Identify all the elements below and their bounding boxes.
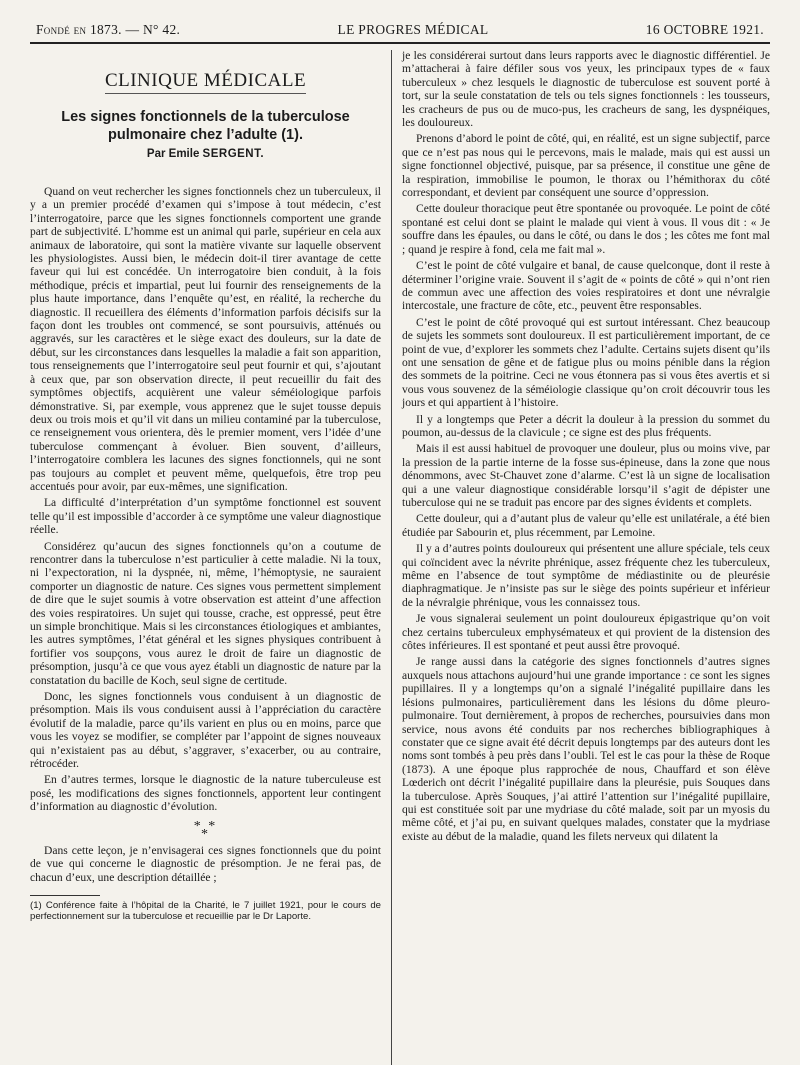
paragraph: Il y a longtemps que Peter a décrit la douleur à la pression du sommet du poumon, au-dessus de la clavicule ; ce signe est des plus fréquents. — [402, 413, 770, 439]
issue-date: 16 OCTOBRE 1921. — [645, 22, 764, 37]
paragraph: C’est le point de côté provoqué qui est surtout intéressant. Chez beaucoup de sujets les sommets sont douloureux. Il est particulièrement important, de ce point de vue, d’explorer les sommets chez l’adulte. Certains sujets disent qu’ils ont une sensation de gêne et de fatigue plus ou moins pénible dans la région des sommets de la poitrine. Ceci ne vous étonnera pas si vous êtes avertis et si vous vous souvenez de la séméiologie classique qu’on croit découvrir tous les jours et qui appartient à l’histoire. — [402, 316, 770, 410]
paragraph: Prenons d’abord le point de côté, qui, en réalité, est un signe subjectif, parce que ce n’est pas nous qui le percevons, mais le malade, mais qui est aussi un signe fonctionnel objectivé, puisque, par sa présence, il constitue une gêne de la respiration, immobilise le poumon, le thorax ou l’hémithorax du côté correspondant, et devient par conséquent une source d’oppression. — [402, 133, 770, 200]
paragraph: La difficulté d’interprétation d’un symptôme fonctionnel est souvent telle qu’il est impossible d’accorder à ce symptôme une valeur diagnostique réelle. — [30, 497, 381, 537]
paragraph: Cette douleur thoracique peut être spontanée ou provoquée. Le point de côté spontané est celui dont se plaint le malade qui vient à vous. Il vous dit : « Je souffre dans les épaules, ou dans le côté, ou dans le dos ; les côtes me font mal ; quand je respire à fond, cela me fait mal ». — [402, 203, 770, 256]
columns — [30, 50, 770, 1065]
journal-title: LE PROGRES MÉDICAL — [337, 22, 489, 37]
paragraph: En d’autres termes, lorsque le diagnostic de la nature tuberculeuse est posé, les modifications des signes fonctionnels, apportent leur contingent d’information au diagnostic d’évolution. — [30, 774, 381, 814]
byline — [30, 148, 381, 160]
paragraph: Quand on veut rechercher les signes fonctionnels chez un tuberculeux, il y a un premier procédé d’examen qui s’impose à tout médecin, c’est l’interrogatoire, parce que les signes fonctionnels comportent une grande part de subjectivité. L’homme est un animal qui parle, supérieur en cela aux animaux de laboratoire, qui sont la matière vivante sur laquelle observent les physiologistes. Aussi bien, le médecin doit-il tirer avantage de cette faveur qui lui est concédée. Un interrogatoire bien conduit, à la fois méthodique, précis et impartial, peut lui fournir des renseignements de la plus haute importance, dans l’enquête qu’est, en réalité, la recherche du diagnostic. Il recueillera des éléments d’information parfois décisifs sur la façon dont les troubles ont commencé, se sont poursuivis, atténués ou aggravés, sur les caractères et le siège exact des douleurs, sur la date de début, sur les circonstances dans lesquelles la maladie a fait son apparition, tous renseignements que l’interrogatoire seul peut fournir et qui, s’ajoutant à ceux que, par son observation directe, il peut recueillir du fait des symptômes objectifs, acquièrent une valeur séméiologique parfois démonstrative. Si, par exemple, vous apprenez que le sujet tousse depuis deux ou trois mois et qu’il vit dans un milieu contaminé par la tuberculose, ce renseignement vous orientera, dès le premier moment, vers l’idée d’une tuberculose commençant à évoluer. Bien souvent, d’ailleurs, l’interrogatoire comblera les lacunes des signes fonctionnels, qui ne sont pas toujours au complet et peuvent même, quelquefois, être trop peu accentués pour avoir, par eux-mêmes, une signification. — [30, 186, 381, 493]
author-name: SERGENT. — [202, 148, 265, 160]
running-head-left: Fondé en 1873. — N° 42. — [36, 22, 181, 37]
paragraph: Cette douleur, qui a d’autant plus de valeur qu’elle est unilatérale, a été bien étudiée par Sabourin et, plus récemment, par Lemoine. — [402, 513, 770, 539]
right-column — [392, 50, 770, 1065]
paragraph: Je range aussi dans la catégorie des signes fonctionnels d’autres signes auxquels nous attachons aujourd’hui une grande importance : ce sont les signes pupillaires. Il y a longtemps qu’on a signalé l’inégalité pupillaire dans les lésions pulmonaires, particulièrement dans les lésions du dôme pleuro-pulmonaire. Tout dernièrement, à propos de recherches, poursuivies dans mon service, nous avons été conduits par nos recherches bibliographiques à constater que ce signe avait été décrit depuis longtemps par des auteurs dont les noms sont tombés à peu près dans l’oubli. Tel est le cas pour la thèse de Roque (1873). A une époque plus rapprochée de nous, Chauffard et son élève Lœderich ont décrit l’inégalité pupillaire dans la pleurésie, puis Souques dans la tuberculose. Après Souques, j’ai attiré l’attention sur l’inégalité pupillaire, qui est constituée soit par une mydriase du côté malade, soit par un myosis du même côté, et j’ai pu, en suivant quelques malades, constater que la mydriase existe au début de la maladie, quand les filets nerveux qui dilatent la — [402, 656, 770, 843]
paragraph: Dans cette leçon, je n’envisagerai ces signes fonctionnels que du point de vue qui concerne le diagnostic de présomption. Je ne ferai pas, de chacun d’eux, une description détaillée ; — [30, 844, 381, 884]
paragraph: Je vous signalerai seulement un point douloureux épigastrique qu’on voit chez certains tuberculeux emphysémateux et qui provient de la distension des côtes inférieures. Il est spontané et peut aussi être provoqué. — [402, 613, 770, 653]
article-title: Les signes fonctionnels de la tuberculose pulmonaire chez l’adulte (1). — [61, 109, 350, 143]
left-column — [30, 50, 392, 1065]
paragraph: Mais il est aussi habituel de provoquer une douleur, plus ou moins vive, par la pression de la partie interne de la fosse sus-épineuse, dans la zone que nous dénommons, avec St-Chauvet zone d’alarme. C’est là un signe de localisation qui a une valeur diagnostique considérable lorsqu’il s’agit de dépister une tuberculose qui ne se traduit pas encore par des signes évidents et complets. — [402, 443, 770, 509]
paragraph: Donc, les signes fonctionnels vous conduisent à un diagnostic de présomption. Mais ils vous conduisent aussi à l’appréciation du caractère évolutif de la maladie, parce qu’ils varient en plus ou en moins, parce que vous les voyez se modifier, se compléter par l’appoint de signes nouveaux qui n’existaient pas au début, s’aggraver, s’exacerber, ou au contraire, rétrocéder. — [30, 691, 381, 771]
footnote: (1) Conférence faite à l’hôpital de la Charité, le 7 juillet 1921, pour le cours de perfectionnement sur la tuberculose et recueillie par le Dr Laporte. — [30, 899, 381, 922]
footnote-rule — [30, 895, 100, 896]
running-head — [30, 22, 770, 44]
section-title: CLINIQUE MÉDICALE — [30, 70, 381, 92]
paragraph: je les considérerai surtout dans leurs rapports avec le diagnostic différentiel. Je m’attacherai à faire défiler sous vos yeux, les principaux types de « faux tuberculeux » chez lesquels le diagnostic de tuberculose est souvent porté à tort, sur la seule constatation de tels ou tels signes fonctionnels : les tousseurs, les cracheurs de pus ou de muco-pus, les cracheurs de sang, les dyspnéiques, les douloureux. — [402, 50, 770, 130]
byline-prefix: Par Emile — [146, 148, 200, 160]
section-separator-stars: * * * — [193, 818, 218, 842]
paragraph: C’est le point de côté vulgaire et banal, de cause quelconque, dont il reste à déterminer l’origine vraie. Souvent il s’agit de « points de côté » qui n’ont rien de commun avec une affection des voies respiratoires et dont une névralgie intercostale, une fracture de côte, etc., peuvent être responsables. — [402, 260, 770, 313]
paragraph: Considérez qu’aucun des signes fonctionnels qu’on a coutume de rencontrer dans la tuberculose n’est particulier à cette maladie. Ni la toux, ni l’expectoration, ni la dyspnée, ni, même, l’hémoptysie, ne sauraient comporter un diagnostic de nature. Ces signes vous permettent simplement de dire que le sujet soumis à votre observation est atteint d’une affection des voies respiratoires. Un sujet qui tousse, crache, est oppressé, peut être un simple bronchitique. Mais si les circonstances étiologiques et ambiantes, les autres symptômes, l’état général et les signes physiques contribuent à fortifier vos soupçons, vous aurez le droit de faire un diagnostic de présomption, jusqu’à ce que vous ayez établi un diagnostic de nature par la constatation du bacille de Koch, seul signe de certitude. — [30, 540, 381, 687]
paragraph: Il y a d’autres points douloureux qui présentent une allure spéciale, tels ceux qui coïncident avec la névrite phrénique, assez fréquente chez les tuberculeux, même en l’absence de tout symptôme de médiastinite ou de pleurésie diaphragmatique. Je n’insiste pas sur le siège des points supérieur et inférieur de la névralgie phrénique, vous les connaissez tous. — [402, 543, 770, 609]
